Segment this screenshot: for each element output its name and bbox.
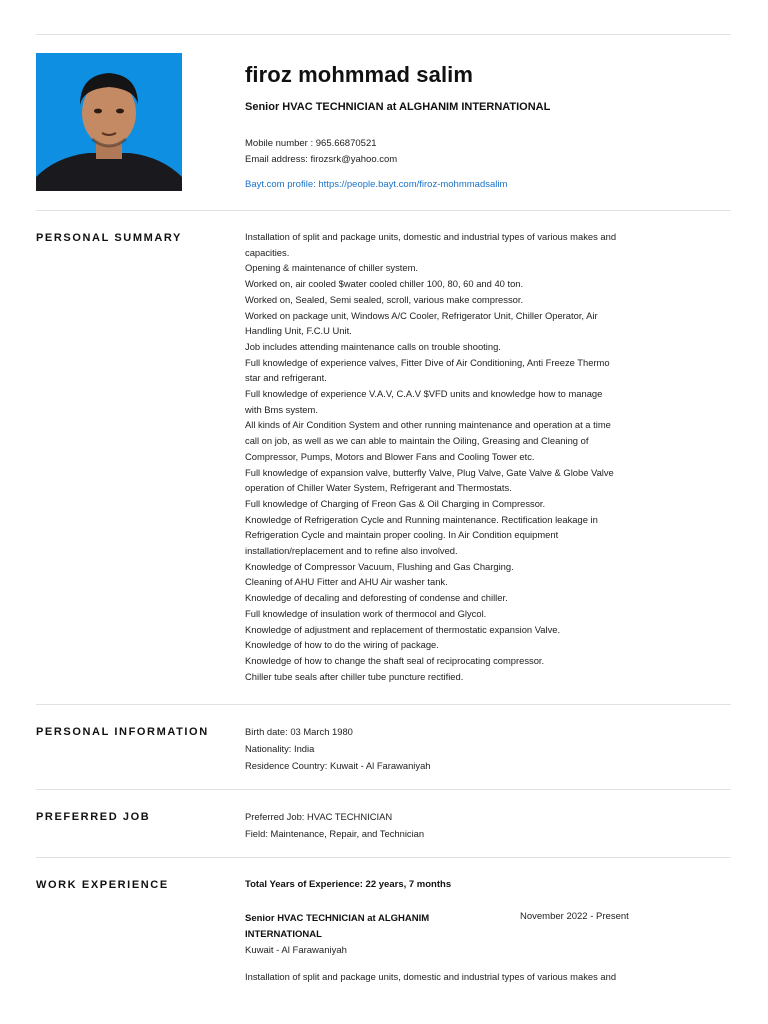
summary-line: Knowledge of Refrigeration Cycle and Running maintenance. Rectification leakage in	[245, 513, 598, 525]
summary-line: capacities.	[245, 246, 290, 258]
summary-line: Worked on, Sealed, Semi sealed, scroll, various make compressor.	[245, 293, 524, 305]
summary-line: Knowledge of adjustment and replacement of thermostatic expansion Valve.	[245, 623, 561, 635]
residence-country: Residence Country: Kuwait - Al Farawaniyah	[245, 760, 431, 771]
summary-line: Installation of split and package units, domestic and industrial types of various makes and	[245, 231, 617, 242]
profile-photo	[36, 53, 182, 191]
section-divider	[36, 789, 731, 790]
summary-line: Full knowledge of expansion valve, butterfly Valve, Plug Valve, Gate Valve & Globe Valve	[245, 466, 614, 478]
profile-link[interactable]: Bayt.com profile: https://people.bayt.com/firoz-mohmmadsalim	[245, 179, 508, 190]
summary-line: Knowledge of how to change the shaft seal of reciprocating compressor.	[245, 654, 545, 666]
summary-line: Cleaning of AHU Fitter and AHU Air washer tank.	[245, 576, 448, 588]
section-title-personal: PERSONAL INFORMATION	[36, 726, 209, 738]
personal-info	[245, 723, 640, 774]
job-description: Installation of split and package units, domestic and industrial types of various makes and	[245, 971, 617, 982]
summary-line: Worked on package unit, Windows A/C Cooler, Refrigerator Unit, Chiller Operator, Air	[245, 309, 598, 321]
summary-line: Full knowledge of experience V.A.V, C.A.V $VFD units and knowledge how to manage	[245, 388, 603, 400]
summary-line: Refrigeration Cycle and maintain proper cooling. In Air Condition equipment	[245, 529, 559, 541]
summary-line: operation of Chiller Water System, Refrigerant and Thermostats.	[245, 482, 512, 494]
summary-line: Compressor, Pumps, Motors and Blower Fans and Cooling Tower etc.	[245, 450, 535, 462]
mobile-number: Mobile number : 965.66870521	[245, 138, 377, 149]
email-address: Email address: firozsrk@yahoo.com	[245, 154, 398, 165]
section-title-summary: PERSONAL SUMMARY	[36, 232, 182, 244]
section-divider	[36, 210, 731, 211]
summary-line: Chiller tube seals after chiller tube puncture rectified.	[245, 670, 464, 682]
job-location: Kuwait - Al Farawaniyah	[245, 945, 347, 956]
job-title: Senior HVAC TECHNICIAN at ALGHANIM INTERNATIONAL	[245, 913, 430, 940]
preferred-job: Preferred Job: HVAC TECHNICIAN	[245, 811, 393, 822]
summary-line: Knowledge of how to do the wiring of package.	[245, 639, 439, 651]
summary-line: with Bms system.	[245, 403, 318, 415]
summary-line: Worked on, air cooled $water cooled chiller 100, 80, 60 and 40 ton.	[245, 278, 524, 290]
nationality: Nationality: India	[245, 743, 315, 754]
section-divider	[36, 704, 731, 705]
summary-line: Opening & maintenance of chiller system.	[245, 262, 419, 274]
summary-line: call on job, as well as we can able to maintain the Oiling, Greasing and Cleaning of	[245, 435, 589, 447]
candidate-name: firoz mohmmad salim	[245, 62, 474, 87]
section-title-experience: WORK EXPERIENCE	[36, 879, 169, 891]
summary-line: Knowledge of Compressor Vacuum, Flushing and Gas Charging.	[245, 560, 514, 572]
job-dates: November 2022 - Present	[520, 911, 629, 922]
summary-line: Handling Unit, F.C.U Unit.	[245, 325, 352, 337]
summary-line: Job includes attending maintenance calls on trouble shooting.	[245, 340, 501, 352]
preferred-field: Field: Maintenance, Repair, and Technician	[245, 828, 425, 839]
summary-line: Knowledge of decaling and deforesting of condense and chiller.	[245, 592, 508, 604]
total-experience: Total Years of Experience: 22 years, 7 months	[245, 879, 452, 890]
summary-line: installation/replacement and to refine also involved.	[245, 545, 458, 557]
birth-date: Birth date: 03 March 1980	[245, 726, 353, 737]
summary-line: Full knowledge of experience valves, Fitter Dive of Air Conditioning, Anti Freeze Thermo	[245, 356, 610, 368]
summary-line: Full knowledge of insulation work of thermocol and Glycol.	[245, 607, 487, 619]
section-divider	[36, 857, 731, 858]
top-divider	[36, 34, 731, 35]
summary-line: All kinds of Air Condition System and other running maintenance and operation at a time	[245, 419, 611, 431]
section-title-preferred-job: PREFERRED JOB	[36, 811, 151, 823]
preferred-job-info	[245, 808, 640, 842]
candidate-headline: Senior HVAC TECHNICIAN at ALGHANIM INTERNATIONAL	[245, 101, 551, 113]
summary-line: star and refrigerant.	[245, 372, 327, 384]
summary-text	[245, 229, 640, 684]
summary-line: Full knowledge of Charging of Freon Gas & Oil Charging in Compressor.	[245, 497, 546, 509]
